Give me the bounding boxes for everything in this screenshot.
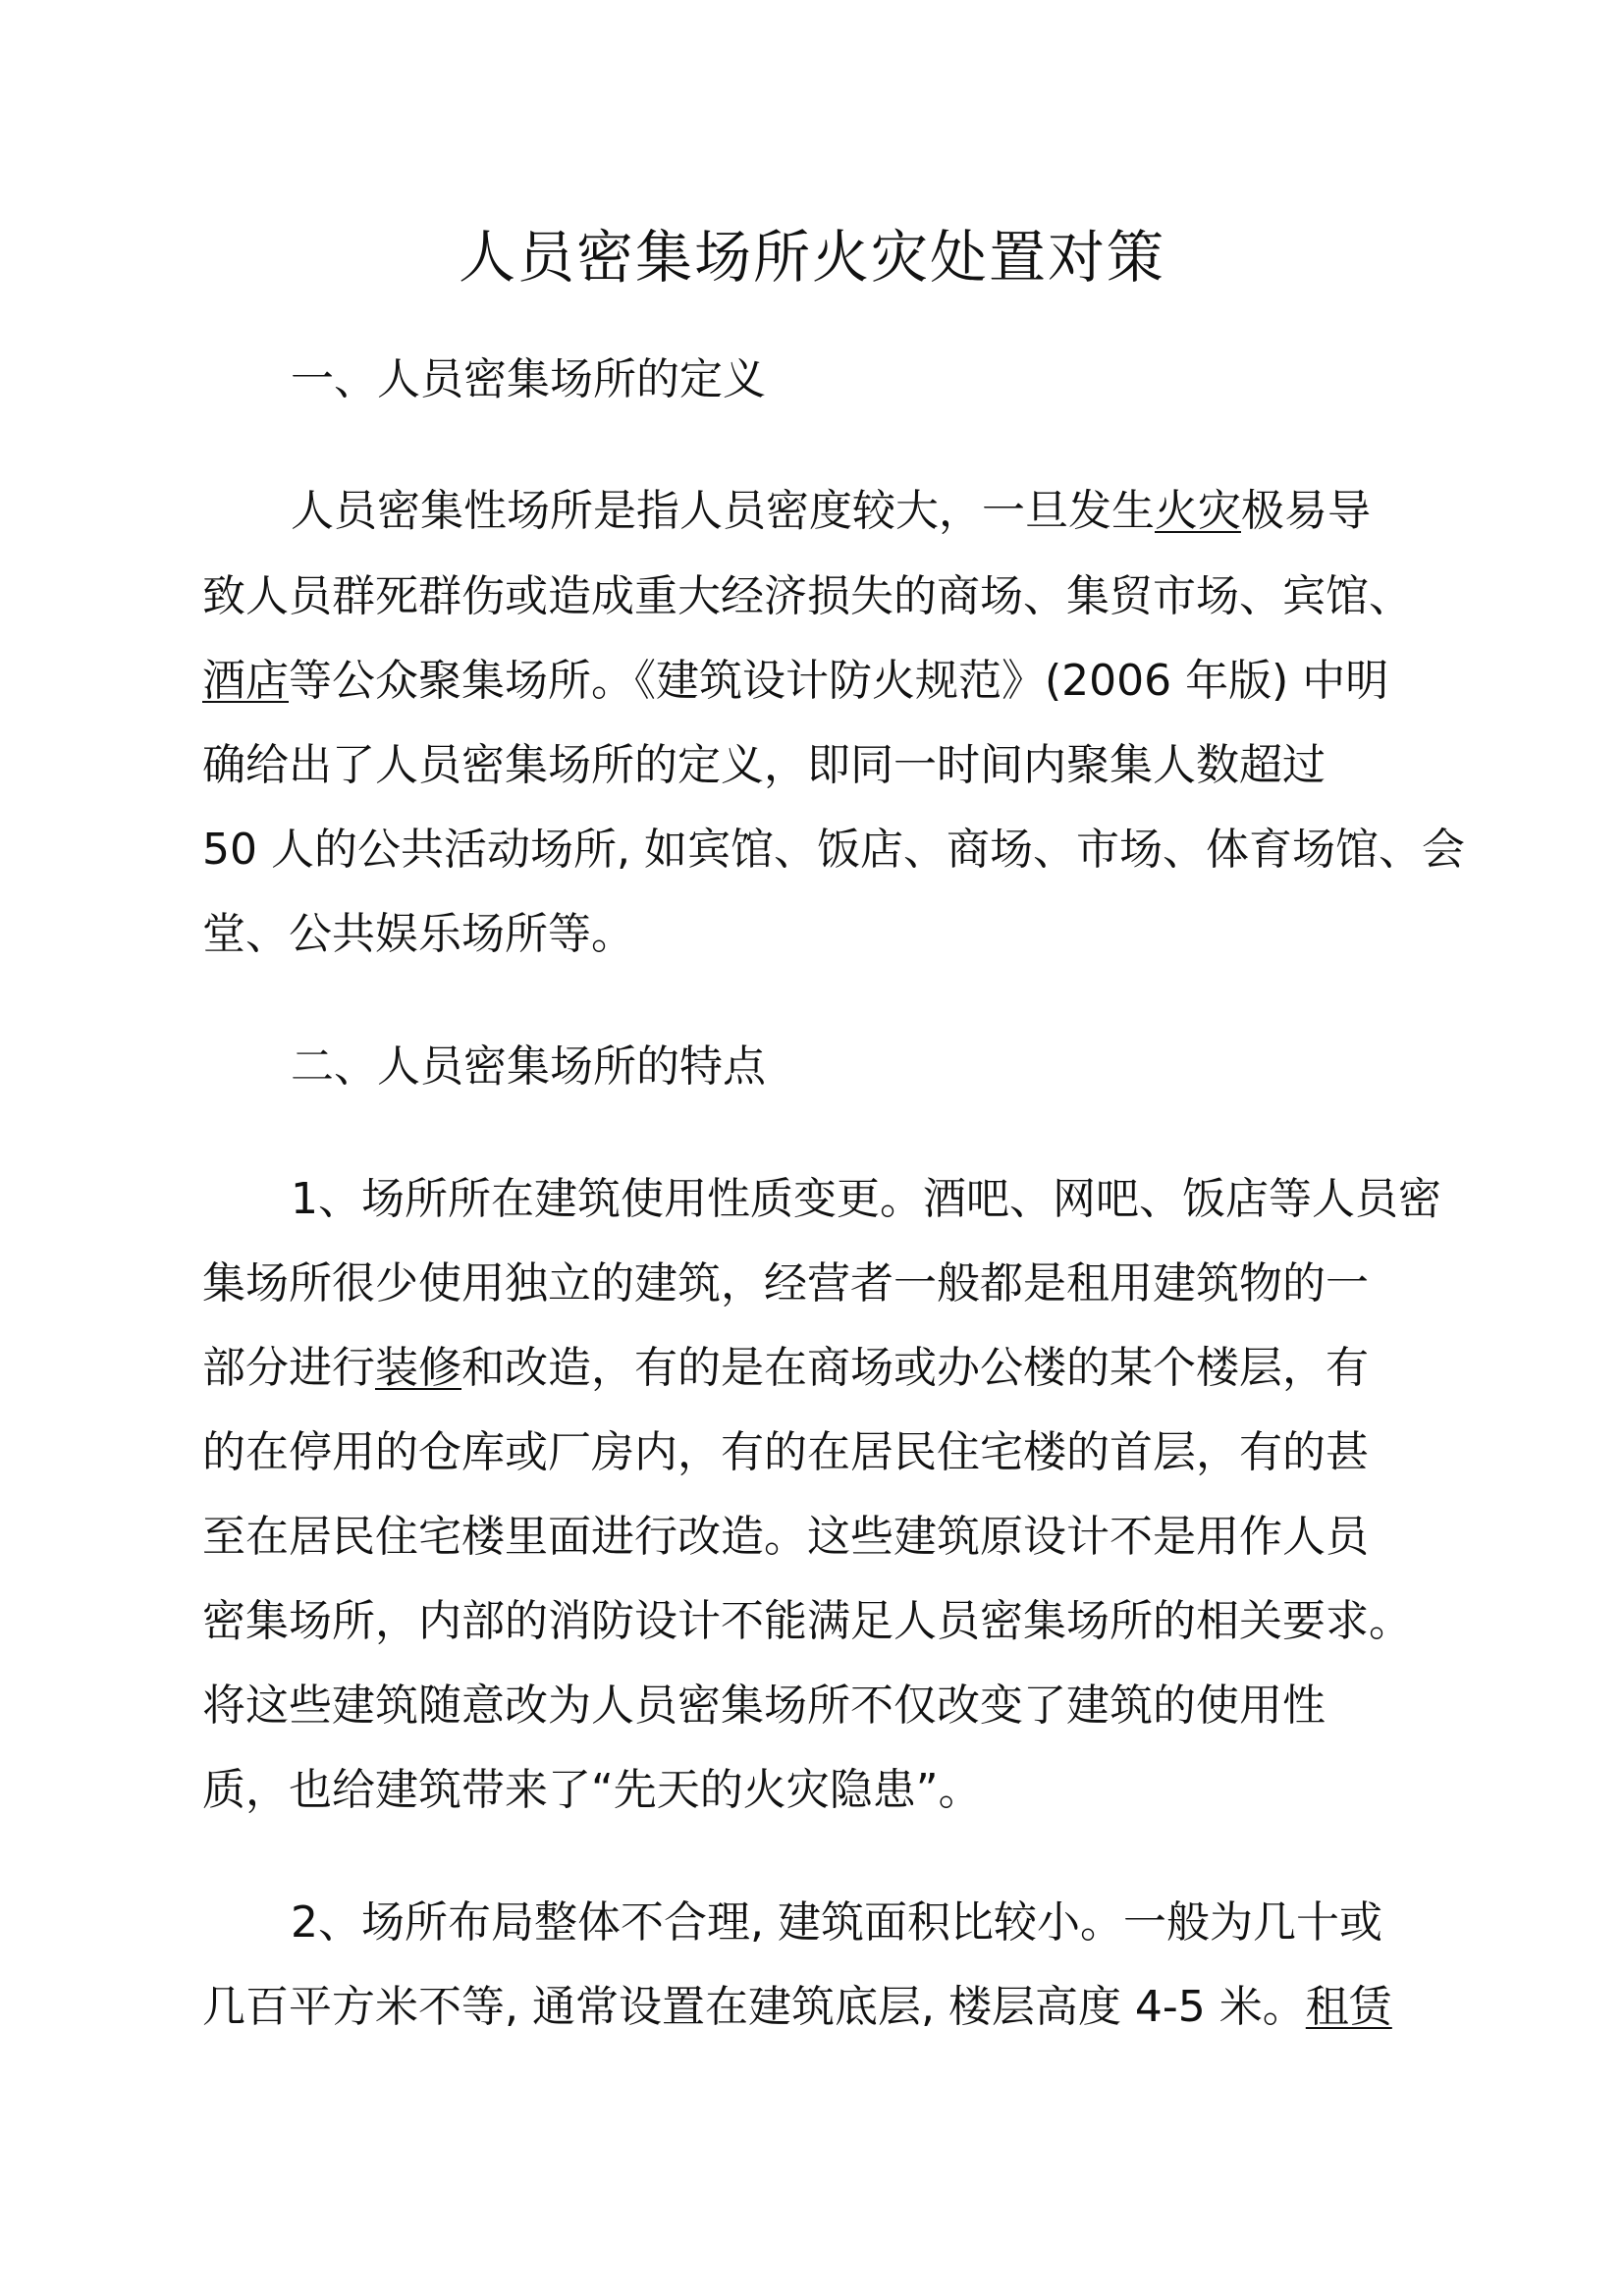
paragraph-definition-line: 确给出了人员密集场所的定义，即同一时间内聚集人数超过 (202, 740, 1326, 790)
paragraph-item1-line: 的在停用的仓库或厂房内，有的在居民住宅楼的首层，有的甚 (202, 1427, 1369, 1477)
paragraph-item1-line: 集场所很少使用独立的建筑，经营者一般都是租用建筑物的一 (202, 1258, 1369, 1308)
paragraph-definition-line: 堂、公共娱乐场所等。 (202, 909, 634, 959)
link-hotel[interactable]: 酒店 (202, 656, 289, 706)
paragraph-item1-line: 质，也给建筑带来了“先天的火灾隐患”。 (202, 1765, 982, 1815)
link-decoration[interactable]: 装修 (375, 1343, 461, 1393)
paragraph-definition-line (202, 652, 1388, 711)
section-heading-characteristics: 二、人员密集场所的特点 (291, 1041, 766, 1092)
link-lease[interactable]: 租赁 (1305, 1982, 1392, 2032)
paragraph-item1-line: 密集场所，内部的消防设计不能满足人员密集场所的相关要求。 (202, 1596, 1412, 1646)
section-heading-definition: 一、人员密集场所的定义 (291, 354, 766, 404)
text-run: 等公众聚集场所。《建筑设计防火规范》(2006 年版) 中明 (289, 656, 1389, 706)
text-run: 和改造，有的是在商场或办公楼的某个楼层，有 (461, 1343, 1369, 1393)
link-fire[interactable]: 火灾 (1155, 486, 1241, 536)
paragraph-item1-line: 将这些建筑随意改为人员密集场所不仅改变了建筑的使用性 (202, 1681, 1326, 1731)
paragraph-item2-line: 2、场所布局整体不合理, 建筑面积比较小。一般为几十或 (291, 1897, 1382, 1948)
paragraph-item1-line: 1、场所所在建筑使用性质变更。酒吧、网吧、饭店等人员密 (291, 1174, 1441, 1224)
text-run: 极易导 (1241, 486, 1371, 536)
text-run: 人员密集性场所是指人员密度较大，一旦发生 (291, 486, 1155, 536)
paragraph-item1-line (202, 1339, 1369, 1398)
paragraph-definition-line: 致人员群死群伤或造成重大经济损失的商场、集贸市场、宾馆、 (202, 571, 1412, 621)
paragraph-item2-line (202, 1978, 1392, 2037)
text-run: 部分进行 (202, 1343, 375, 1393)
paragraph-definition-line (291, 482, 1371, 541)
document-title: 人员密集场所火灾处置对策 (458, 224, 1165, 291)
paragraph-definition-line: 50 人的公共活动场所, 如宾馆、饭店、商场、市场、体育场馆、会 (202, 825, 1465, 875)
text-run: 几百平方米不等, 通常设置在建筑底层, 楼层高度 4-5 米。 (202, 1982, 1306, 2032)
paragraph-item1-line: 至在居民住宅楼里面进行改造。这些建筑原设计不是用作人员 (202, 1512, 1369, 1562)
